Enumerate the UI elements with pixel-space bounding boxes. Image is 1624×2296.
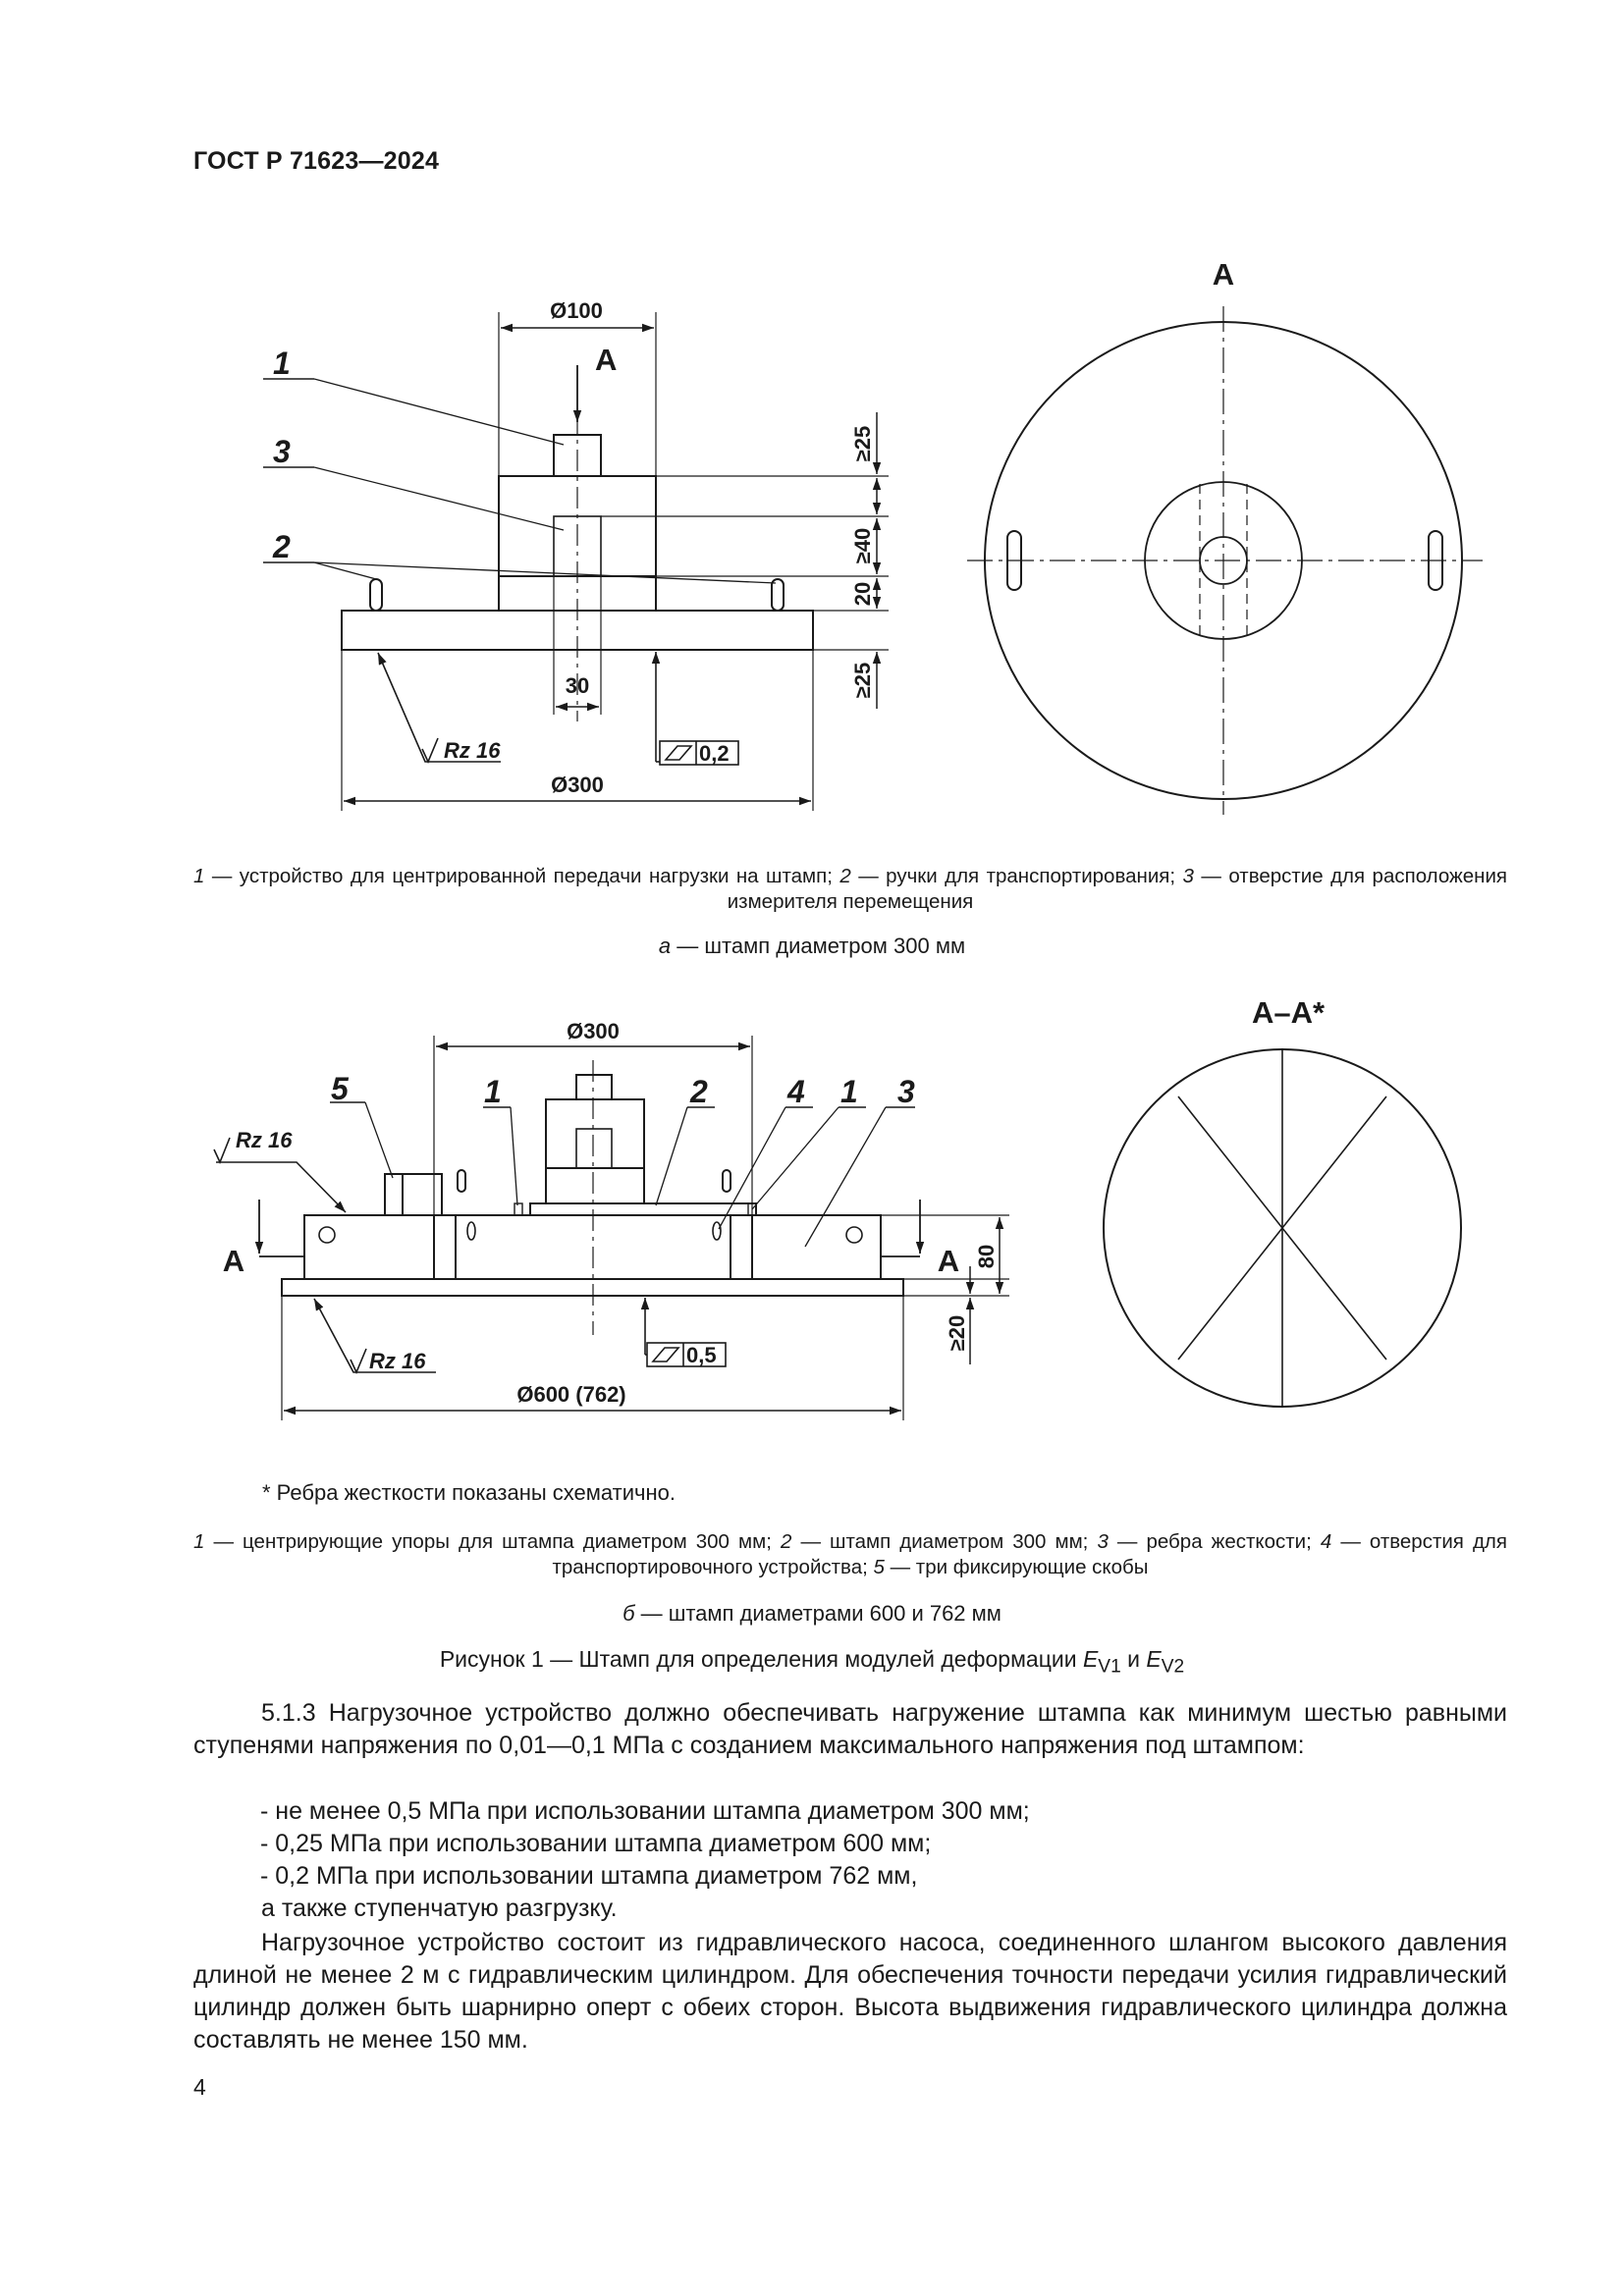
fig-b-clamp	[385, 1174, 442, 1215]
list-item: - 0,2 МПа при использовании штампа диаметром 762 мм,	[260, 1862, 918, 1890]
fig-b-footnote: * Ребра жесткости показаны схематично.	[262, 1480, 676, 1505]
fig-b-subcaption: б — штамп диаметрами 600 и 762 мм	[623, 1601, 1001, 1626]
fig-a-callout-2: 2	[273, 529, 291, 564]
fig-a-dim-h1: ≥25	[850, 425, 875, 462]
fig-b-legend: 1 — центрирующие упоры для штампа диаметром 300 мм; 2 — штамп диаметром 300 мм; 3 — ребра жесткости; 4 — отверстия для транспортировочного устройства; 5 — три фиксирующие скобы	[193, 1530, 1507, 1578]
list-item: - 0,25 МПа при использовании штампа диаметром 600 мм;	[260, 1830, 932, 1857]
fig-a-roughness: Rz 16	[444, 738, 501, 763]
fig-a-flatness: 0,2	[699, 741, 730, 766]
fig-a-callout-3: 3	[273, 434, 291, 469]
document-header: ГОСТ Р 71623—2024	[193, 147, 440, 175]
fig-a-subcaption: а — штамп диаметром 300 мм	[658, 934, 966, 958]
fig-b-section-left: A	[222, 1244, 245, 1278]
fig-a-side-view	[263, 312, 889, 811]
fig-b-callout-1b: 1	[840, 1074, 858, 1109]
page-number: 4	[193, 2074, 206, 2100]
fig-a-handle-right	[772, 579, 784, 611]
fig-a-dim-h3: 20	[850, 581, 875, 607]
fig-a-legend: 1 — устройство для центрированной передачи нагрузки на штамп; 2 — ручки для транспортирования; 3 — отверстие для расположения измерителя перемещения	[193, 865, 1508, 913]
fig-b-dim-20: ≥20	[945, 1314, 969, 1352]
fig-a-dim-hole: 30	[565, 673, 590, 698]
fig-a-handle-left	[370, 579, 382, 611]
fig-b-roughness-top: Rz 16	[236, 1128, 293, 1152]
fig-b-callout-2: 2	[690, 1074, 708, 1109]
fig-b-inner-stamp	[530, 1203, 756, 1215]
fig-b-dim-80: 80	[974, 1244, 999, 1269]
fig-a-view-label: A	[1212, 257, 1235, 292]
list-item: - не менее 0,5 МПа при использовании штампа диаметром 300 мм;	[260, 1797, 1030, 1825]
paragraph-tail: а также ступенчатую разгрузку.	[261, 1895, 618, 1922]
fig-a-dim-h4: ≥25	[850, 662, 875, 699]
fig-b-section-view	[1104, 1049, 1461, 1407]
fig-a-callout-1: 1	[273, 346, 291, 381]
fig-b-callout-1a: 1	[484, 1074, 502, 1109]
paragraph-loading-device: Нагрузочное устройство состоит из гидравлического насоса, соединенного шлангом высокого давления длиной не менее 2 м с гидравлическим цилиндром. Для обеспечения точности передачи усилия гидравлический цилиндр должен быть шарнирно оперт с обеих сторон. Высота выдвижения гидравлического цилиндра должна составлять не менее 150 мм.	[193, 1929, 1507, 2054]
fig-b-callout-5: 5	[331, 1071, 349, 1106]
fig-a-dim-h2: ≥40	[850, 527, 875, 564]
fig-a-section-mark: A	[595, 343, 618, 377]
figure-caption: Рисунок 1 — Штамп для определения модулей деформации $E_{V1}$ и $E_{V2}$	[439, 1646, 1185, 1678]
fig-b-callout-4: 4	[787, 1074, 805, 1109]
fig-b-dim-d300: Ø300	[567, 1019, 620, 1043]
fig-b-section-right: A	[937, 1244, 960, 1278]
fig-b-dim-d600: Ø600 (762)	[516, 1382, 626, 1407]
fig-a-dim-d300: Ø300	[551, 773, 604, 797]
fig-a-dim-d100: Ø100	[550, 298, 603, 323]
fig-b-roughness-bottom: Rz 16	[369, 1349, 426, 1373]
fig-b-callout-3: 3	[897, 1074, 915, 1109]
paragraph-5-1-3: 5.1.3 Нагрузочное устройство должно обеспечивать нагружение штампа как минимум шестью равными ступенями напряжения по 0,01—0,1 МПа с созданием максимального напряжения под штампом:	[193, 1699, 1507, 1759]
fig-b-loading-block	[546, 1099, 644, 1203]
fig-a-plan-view	[967, 306, 1483, 815]
fig-b-flatness: 0,5	[686, 1343, 717, 1367]
fig-b-view-label: A–A*	[1251, 995, 1326, 1030]
